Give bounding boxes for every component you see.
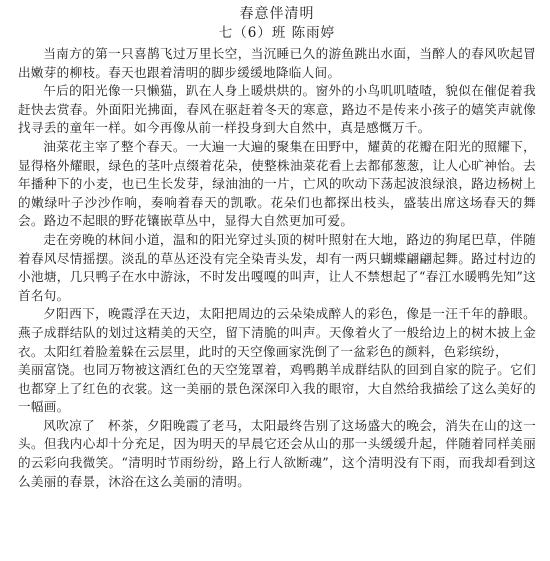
essay-byline: 七（6）班 陈雨婷: [218, 25, 336, 41]
paragraph-4: 走在旁晚的林间小道，温和的阳光穿过头顶的树叶照射在大地，路边的狗尾巴草，伴随着春风尽情摇摆。淡乱的草丛还没有完全染青头发，却有一两只蝴蝶翩翩起舞。路过村边的小池塘，几只鸭子在水中游泳，不时发出嘎嘎的叫声，让人不禁想起了“春江水暖鸭先知”这首名句。: [18, 231, 536, 303]
paragraph-5: 夕阳西下，晚霞浮在天边，太阳把周边的云朵染成醉人的彩色，像是一汪千年的静眼。燕子成群结队的划过这精美的天空，留下清脆的叫声。天像着火了一般给边上的树木披上金衣。太阳红着脸羞躲在云层里，此时的天空像画家洗倒了一盆彩色的颜料，色彩缤纷，: [18, 306, 536, 359]
paragraph-5-continued: 美丽富饶。也同万物被这酒红色的天空笼罩着，鸡鸭鹅羊成群结队的回到自家的院子。它们也都穿上了红色的衣裳。这一美丽的景色深深印入我的眼帘，大自然给我描绘了这么美好的一幅画。: [18, 362, 536, 415]
paragraph-3: 油菜花主宰了整个春天。一大遍一大遍的聚集在田野中，耀黄的花瓣在阳光的照耀下，显得格外耀眼，绿色的茎叶点缀着花朵，使整株油菜花看上去都郁葱葱，让人心旷神怡。去年播种下的小麦，也已生长发芽，绿油油的一片，亡风的吹动下荡起波浪绿浪，路边杨树上的嫩绿叶子沙沙作响，奏响着春天的凯歌。花朵们也都探出枝头，盛装出席这场春天的舞会。路边不起眼的野花镶嵌草丛中，显得大自然更加可爱。: [18, 138, 536, 229]
paragraph-6: 风吹凉了 杯茶，夕阳晚霞了老马，太阳最终告别了这场盛大的晚会，消失在山的这一头。但我内心却十分充足，因为明天的早晨它还会从山的那一头缓缓升起，伴随着同样美丽的云彩向我微笑。“清明时节雨纷纷，路上行人欲断魂”，这个清明没有下雨，而我却看到这么美丽的春景，沐浴在这么美丽的清明。: [18, 417, 536, 489]
paragraph-1: 当南方的第一只喜鹊飞过万里长空，当沉睡已久的游鱼跳出水面，当醉人的春风吹起冒出嫩芽的柳枝。春天也跟着清明的脚步缓缓地降临人间。: [18, 46, 536, 80]
essay-title: 春意伴清明: [239, 6, 315, 22]
paragraph-2: 午后的阳光像一只懒猫，趴在人身上暖烘烘的。窗外的小鸟叽叽喳喳，貌似在催促着我赶快去赏春。外面阳光拂面，春风在驱赶着冬天的寒意，路边不是传来小孩子的嬉笑声就像找寻丢的童年一样。如今再像从前一样投身到大自然中，真是感慨万千。: [18, 83, 536, 136]
